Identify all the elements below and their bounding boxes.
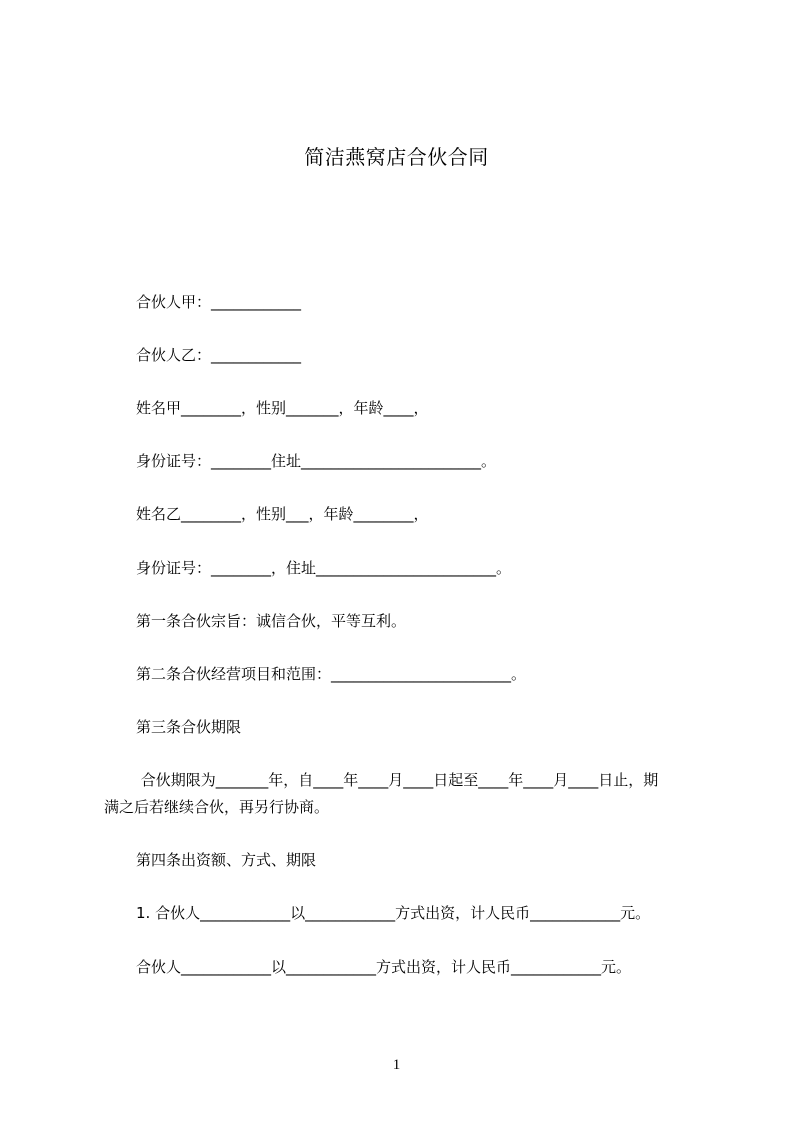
term-line-1: 合伙期限为_______年，自____年____月____日起至____年____月____日止，期 — [136, 771, 659, 789]
article-1-line: 第一条合伙宗旨：诚信合伙，平等互利。 — [136, 612, 407, 630]
partner-a-line: 合伙人甲：____________ — [136, 293, 302, 311]
term-line-2: 满之后若继续合伙，再另行协商。 — [104, 798, 330, 816]
partner-b-line: 合伙人乙：____________ — [136, 346, 302, 364]
name-b-line: 姓名乙________，性别___，年龄________， — [136, 505, 429, 523]
page-number: 1 — [392, 1057, 401, 1073]
id-address-b-line: 身份证号：________，住址________________________。 — [136, 559, 512, 577]
article-4-heading: 第四条出资额、方式、期限 — [136, 851, 317, 869]
contribution-line-2: 合伙人____________以____________方式出资，计人民币____________元。 — [136, 958, 632, 976]
article-3-heading: 第三条合伙期限 — [136, 718, 242, 736]
document-title: 简洁燕窝店合伙合同 — [304, 145, 489, 169]
article-2-line: 第二条合伙经营项目和范围：________________________。 — [136, 665, 527, 683]
id-address-a-line: 身份证号：________住址________________________。 — [136, 452, 497, 470]
contribution-line-1: 1. 合伙人____________以____________方式出资，计人民币____________元。 — [136, 904, 651, 922]
name-a-line: 姓名甲________，性别_______，年龄____， — [136, 399, 429, 417]
